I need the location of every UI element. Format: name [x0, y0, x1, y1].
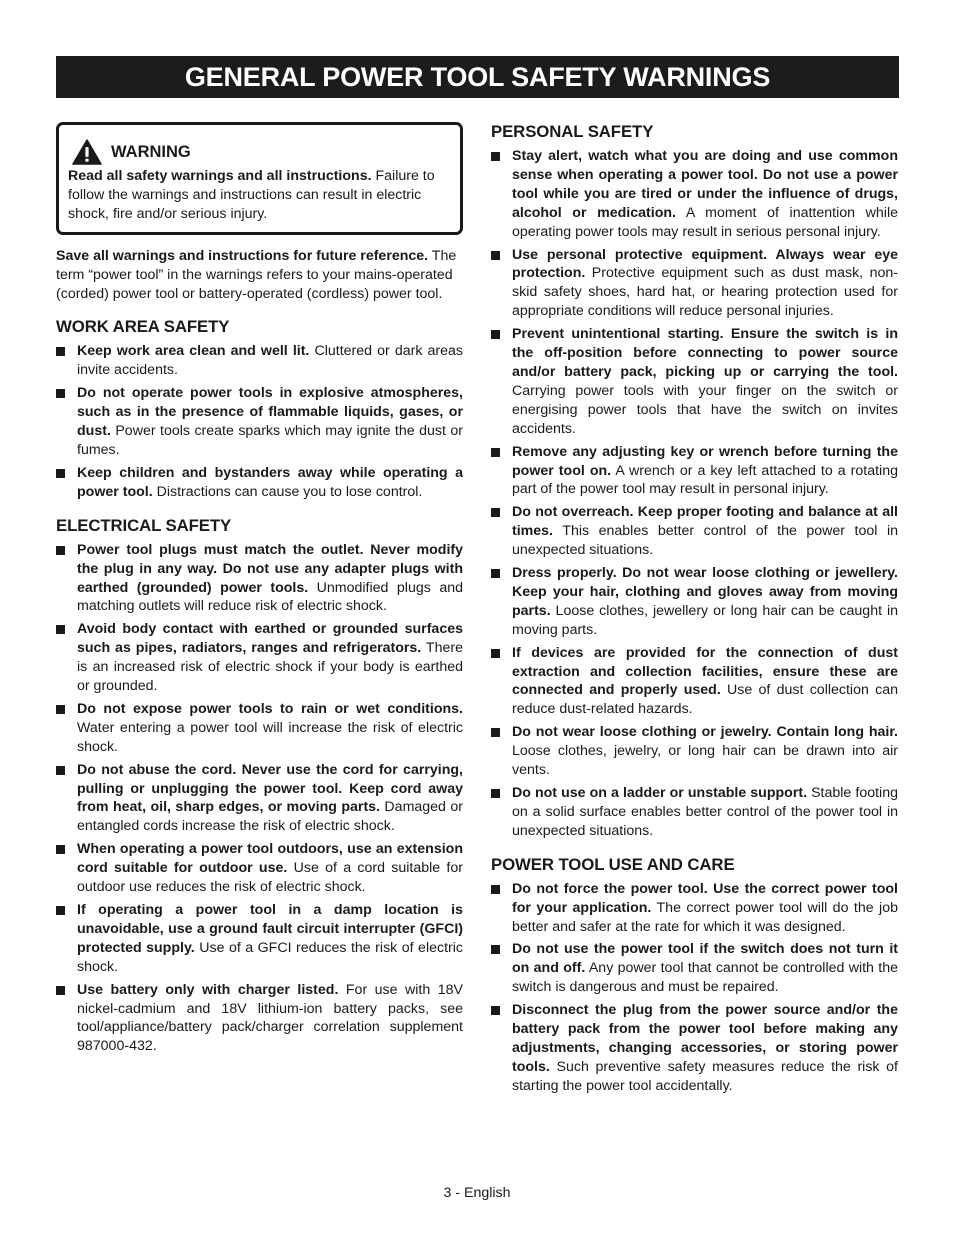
- warning-text: [68, 167, 451, 224]
- item-bold: Stay alert, watch what you are doing and use common sense when operating a power tool. Do not use a power tool while you are tired or under the influence of drugs, alcohol or medication.: [512, 148, 898, 221]
- item-bold: Do not use the power tool if the switch does not turn it on and off.: [512, 941, 898, 977]
- item-bold: Power tool plugs must match the outlet. Never modify the plug in any way. Do not use any adapter plugs with earthed (grounded) power tools.: [77, 541, 463, 596]
- bullet-square-icon: [56, 625, 65, 634]
- item-text: Damaged or entangled cords increase the risk of electric shock.: [77, 799, 463, 835]
- item-bold: Avoid body contact with earthed or grounded surfaces such as pipes, radiators, ranges and refrigerators.: [77, 621, 463, 657]
- list-item: [491, 644, 898, 720]
- item-bold: Do not force the power tool. Use the correct power tool for your application.: [512, 880, 898, 916]
- item-bold: Disconnect the plug from the power source and/or the battery pack from the power tool before making any adjustments, changing accessories, or storing power tools.: [512, 1002, 898, 1075]
- bullet-square-icon: [491, 1006, 500, 1015]
- work-area-safety-section: [56, 317, 463, 501]
- list-item: [491, 443, 898, 500]
- warning-heading-text: WARNING: [111, 143, 191, 161]
- bullet-square-icon: [56, 906, 65, 915]
- item-text: Use of a GFCI reduces the risk of electric shock.: [77, 939, 463, 975]
- bullet-square-icon: [491, 152, 500, 161]
- electrical-safety-section: [56, 516, 463, 1057]
- personal-safety-list: [491, 147, 898, 841]
- list-item: [56, 464, 463, 502]
- item-text: Such preventive safety measures reduce the risk of starting the power tool accidentally.: [512, 1058, 898, 1094]
- warning-body: Failure to follow the warnings and instructions can result in electric shock, fire and/or serious injury.: [68, 168, 435, 222]
- item-bold: When operating a power tool outdoors, use an extension cord suitable for outdoor use.: [77, 841, 463, 877]
- list-item: [491, 880, 898, 937]
- list-item: [491, 564, 898, 640]
- bullet-square-icon: [491, 728, 500, 737]
- right-column: [491, 122, 898, 1110]
- warning-heading: [68, 139, 451, 165]
- list-item: [491, 784, 898, 841]
- item-text: Any power tool that cannot be controlled with the switch is dangerous and must be repaired.: [512, 960, 899, 996]
- bullet-square-icon: [56, 389, 65, 398]
- list-item: [56, 541, 463, 617]
- intro-body: The term “power tool” in the warnings refers to your mains-operated (corded) power tool or battery-operated (cordless) power tool.: [56, 247, 457, 302]
- bullet-square-icon: [491, 330, 500, 339]
- bullet-square-icon: [491, 649, 500, 658]
- item-text: Protective equipment such as dust mask, non-skid safety shoes, hard hat, or hearing protection used for appropriate conditions will reduce personal injuries.: [512, 265, 898, 320]
- item-text: Cluttered or dark areas invite accidents.: [77, 343, 463, 379]
- list-item: [56, 981, 463, 1057]
- item-bold: If devices are provided for the connection of dust extraction and collection facilities, ensure these are connected and properly used.: [512, 644, 898, 699]
- bullet-square-icon: [491, 885, 500, 894]
- item-text: Water entering a power tool will increase the risk of electric shock.: [77, 719, 463, 755]
- list-item: [56, 620, 463, 696]
- bullet-square-icon: [56, 845, 65, 854]
- item-text: Power tools create sparks which may ignite the dust or fumes.: [77, 423, 463, 458]
- work-area-safety-list: [56, 342, 463, 501]
- list-item: [56, 700, 463, 757]
- list-item: [56, 342, 463, 380]
- item-bold: Remove any adjusting key or wrench before turning the power tool on.: [512, 443, 898, 479]
- list-item: [491, 723, 898, 780]
- bullet-square-icon: [56, 986, 65, 995]
- list-item: [56, 901, 463, 977]
- item-bold: Do not overreach. Keep proper footing and balance at all times.: [512, 504, 898, 540]
- item-bold: Do not use on a ladder or unstable support.: [512, 785, 808, 801]
- item-text: For use with 18V nickel-cadmium and 18V lithium-ion battery packs, see tool/appliance/battery pack/charger correlation supplement 987000-432.: [77, 981, 463, 1055]
- item-text: Distractions can cause you to lose control.: [152, 483, 423, 500]
- bullet-square-icon: [56, 347, 65, 356]
- personal-safety-heading: PERSONAL SAFETY: [491, 122, 654, 141]
- item-text: Unmodified plugs and matching outlets will reduce risk of electric shock.: [77, 579, 463, 615]
- item-bold: Keep work area clean and well lit.: [77, 343, 310, 360]
- item-bold: Prevent unintentional starting. Ensure the switch is in the off-position before connecting to power source and/or battery pack, picking up or carrying the tool.: [512, 326, 898, 380]
- bullet-square-icon: [56, 469, 65, 478]
- item-bold: Do not wear loose clothing or jewelry. Contain long hair.: [512, 724, 898, 741]
- item-bold: Do not abuse the cord. Never use the cord for carrying, pulling or unplugging the power tool. Keep cord away from heat, oil, sharp edges, or moving parts.: [77, 761, 463, 816]
- item-text: Use of a cord suitable for outdoor use reduces the risk of electric shock.: [77, 860, 463, 896]
- page-footer: 3 - English: [443, 1185, 511, 1201]
- item-bold: Dress properly. Do not wear loose clothing or jewellery. Keep your hair, clothing and gloves away from moving parts.: [512, 565, 898, 619]
- item-text: A wrench or a key left attached to a rotating part of the power tool may result in personal injury.: [512, 462, 898, 498]
- item-bold: Use personal protective equipment. Always wear eye protection.: [512, 246, 898, 282]
- intro-paragraph: [56, 247, 463, 304]
- bullet-square-icon: [56, 766, 65, 775]
- list-item: [491, 325, 898, 438]
- item-bold: If operating a power tool in a damp location is unavoidable, use a ground fault circuit interrupter (GFCI) protected supply.: [77, 902, 463, 956]
- bullet-square-icon: [491, 251, 500, 260]
- list-item: [491, 503, 898, 560]
- item-text: Use of dust collection can reduce dust-related hazards.: [512, 682, 898, 718]
- personal-safety-section: [491, 122, 898, 841]
- work-area-safety-heading: WORK AREA SAFETY: [56, 317, 230, 337]
- list-item: [56, 384, 463, 460]
- left-column: [56, 122, 463, 1070]
- item-text: The correct power tool will do the job better and safer at the rate for which it was designed.: [512, 899, 898, 935]
- item-text: Stable footing on a solid surface enables better control of the power tool in unexpected situations.: [512, 785, 898, 839]
- list-item: [491, 1001, 898, 1096]
- power-tool-use-and-care-section: [491, 855, 898, 1096]
- item-text: Loose clothes, jewelry, or long hair can be drawn into air vents.: [512, 743, 898, 779]
- bullet-square-icon: [56, 705, 65, 714]
- warning-bold: Read all safety warnings and all instructions.: [68, 168, 372, 184]
- item-text: This enables better control of the power tool in unexpected situations.: [512, 523, 898, 559]
- item-text: A moment of inattention while operating power tools may result in serious personal injury.: [512, 204, 898, 240]
- bullet-square-icon: [491, 508, 500, 517]
- item-text: There is an increased risk of electric shock if your body is earthed or grounded.: [77, 640, 463, 695]
- list-item: [491, 940, 898, 997]
- intro-bold: Save all warnings and instructions for future reference.: [56, 247, 429, 264]
- bullet-square-icon: [491, 448, 500, 457]
- list-item: [491, 147, 898, 242]
- electrical-safety-list: [56, 541, 463, 1057]
- bullet-square-icon: [56, 546, 65, 555]
- item-bold: Use battery only with charger listed.: [77, 981, 339, 998]
- bullet-square-icon: [491, 789, 500, 798]
- list-item: [56, 840, 463, 897]
- list-item: [56, 761, 463, 837]
- power-tool-use-and-care-heading: POWER TOOL USE AND CARE: [491, 854, 735, 874]
- warning-triangle-icon: [72, 139, 102, 165]
- power-tool-use-and-care-list: [491, 880, 898, 1096]
- bullet-square-icon: [491, 945, 500, 954]
- electrical-safety-heading: ELECTRICAL SAFETY: [56, 515, 232, 535]
- item-text: Loose clothes, jewellery or long hair can be caught in moving parts.: [512, 602, 898, 638]
- page-title: GENERAL POWER TOOL SAFETY WARNINGS: [56, 56, 899, 98]
- item-bold: Do not expose power tools to rain or wet conditions.: [77, 700, 463, 717]
- item-text: Carrying power tools with your finger on the switch or energising power tools that have the switch on invites accidents.: [512, 382, 898, 437]
- list-item: [491, 246, 898, 322]
- bullet-square-icon: [491, 569, 500, 578]
- warning-box: [56, 122, 463, 235]
- item-bold: Do not operate power tools in explosive atmospheres, such as in the presence of flammable liquids, gases, or dust.: [77, 385, 463, 440]
- item-bold: Keep children and bystanders away while operating a power tool.: [77, 464, 463, 500]
